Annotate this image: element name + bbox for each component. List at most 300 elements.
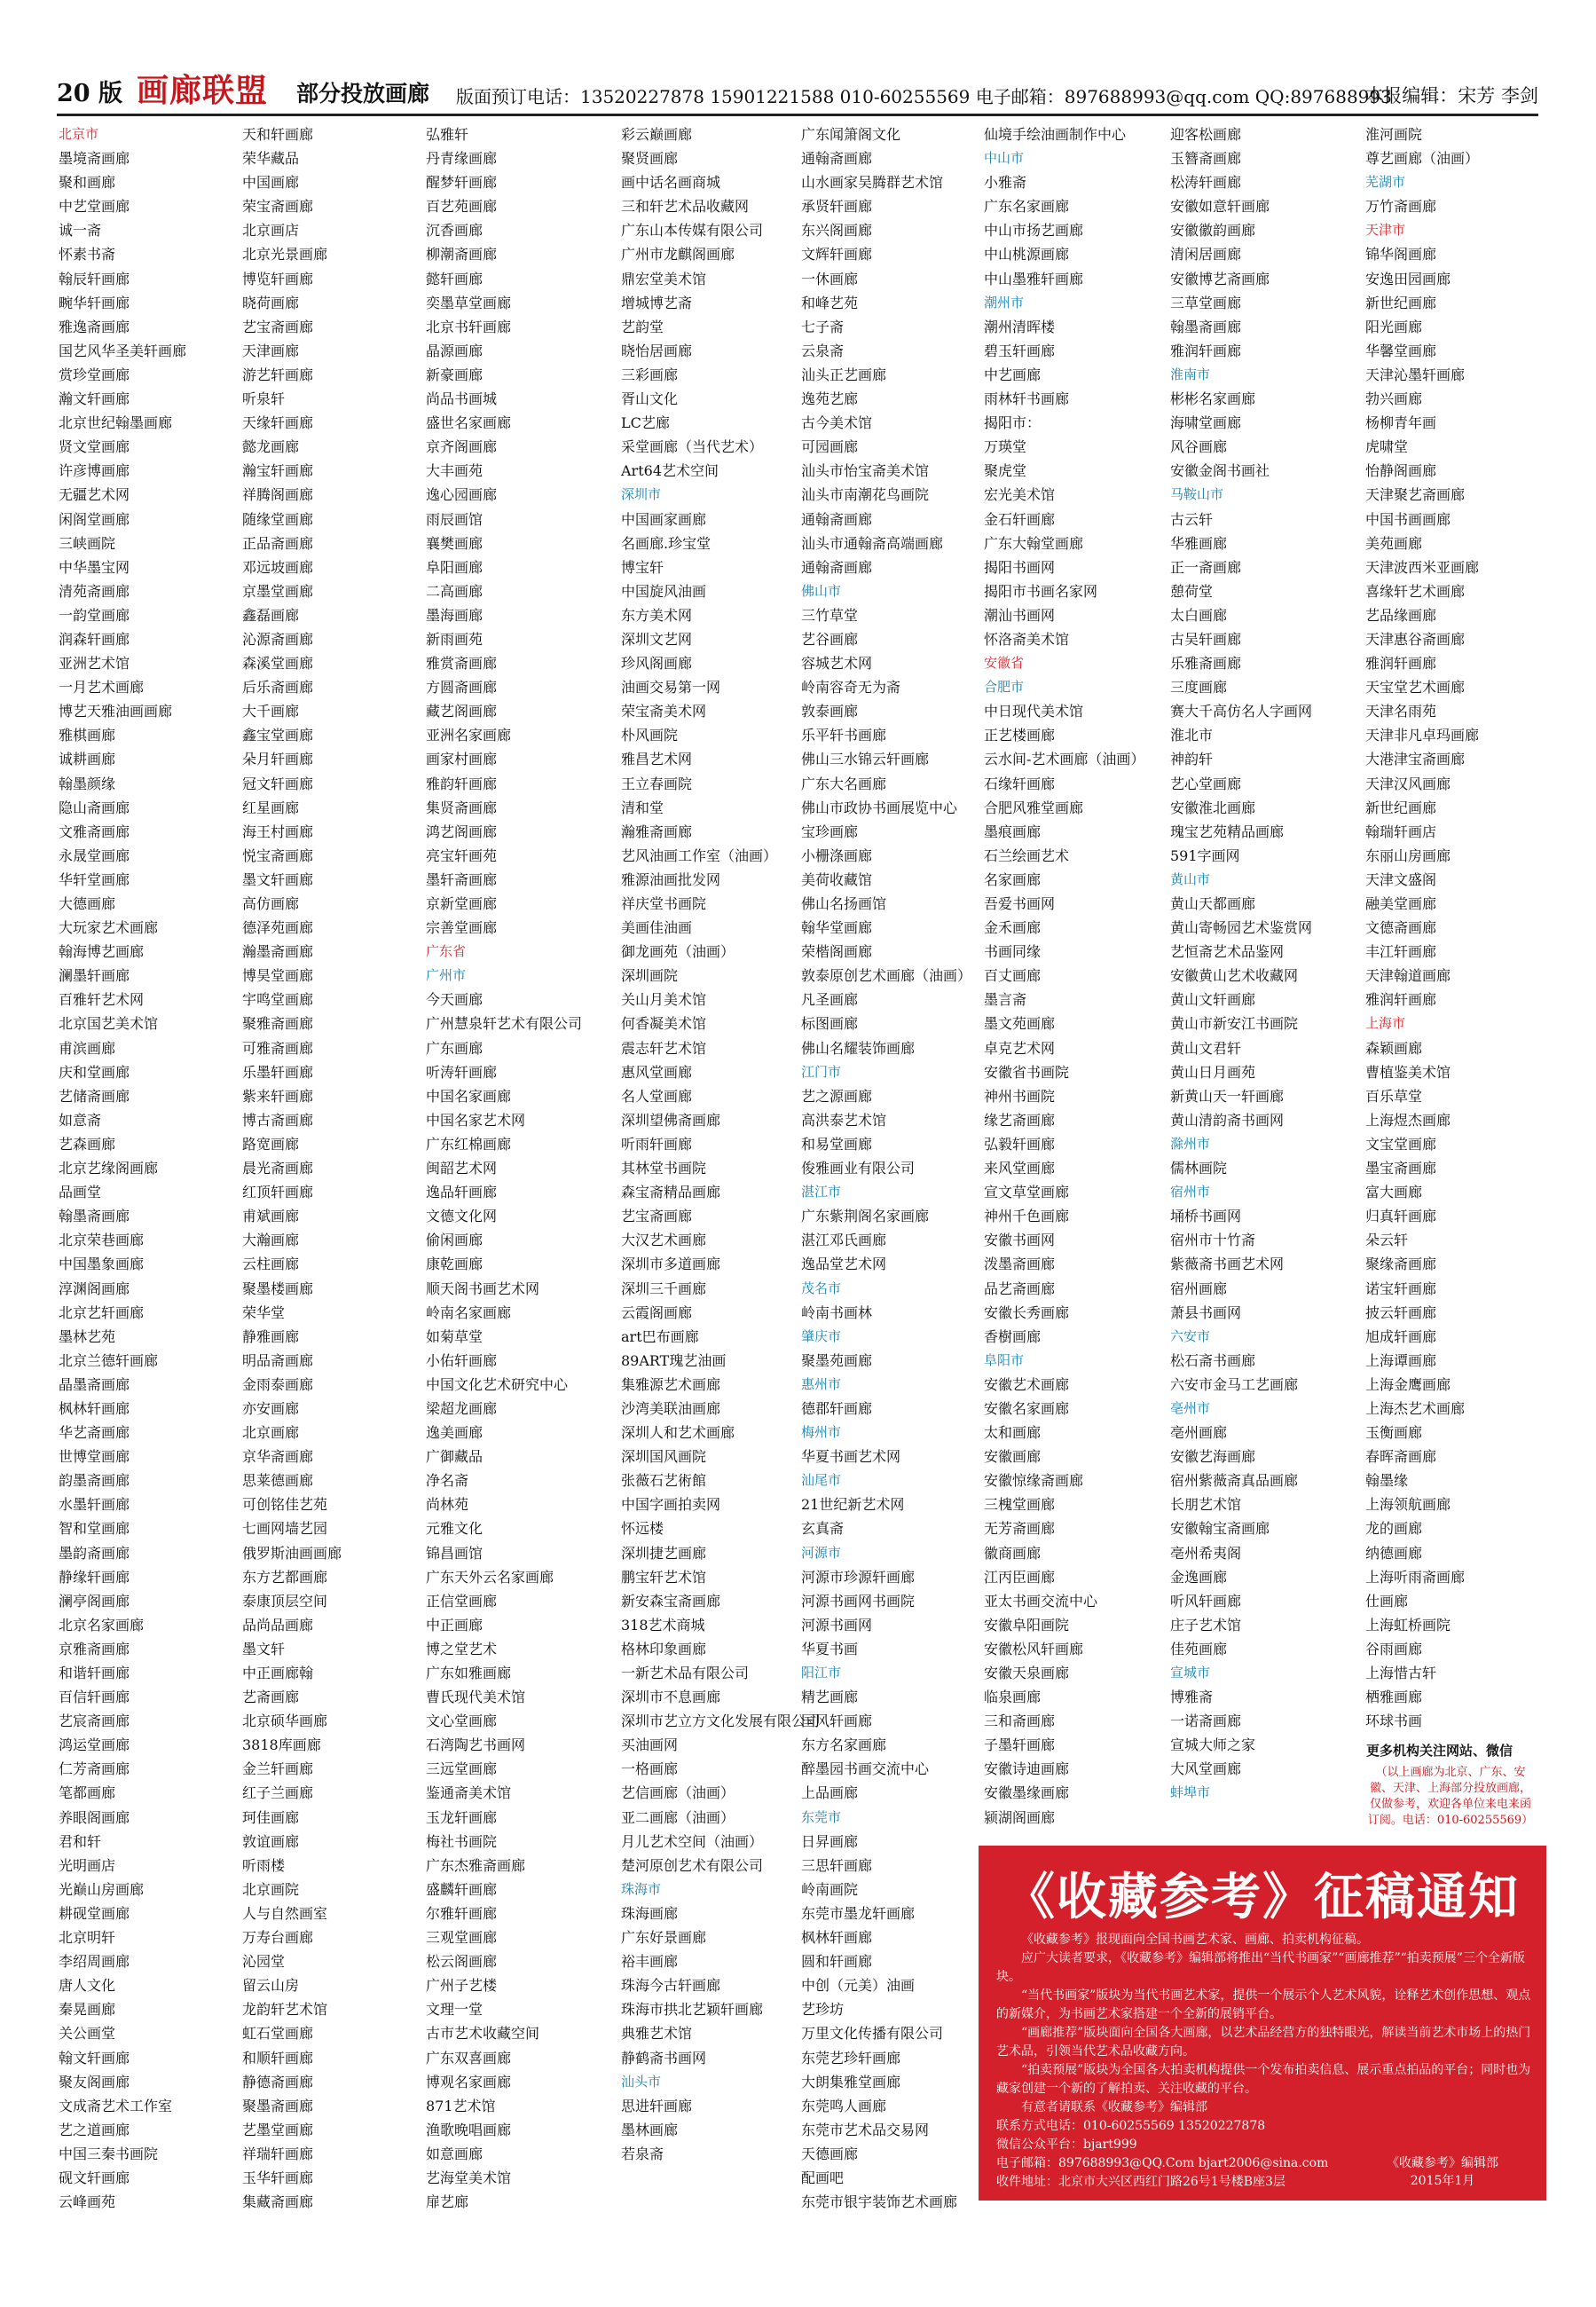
gallery-list-item: 新安森宝斋画廊 (621, 1592, 721, 1610)
gallery-list-item: 金雨泰画廊 (242, 1375, 314, 1393)
gallery-list-item: 华夏书画艺术网 (801, 1448, 901, 1466)
gallery-list-item: 醉墨园书画交流中心 (801, 1760, 930, 1778)
gallery-list-item: 翰瑞轩画店 (1365, 823, 1437, 840)
gallery-list-item: 世博堂画廊 (59, 1448, 130, 1466)
gallery-list-item: 黄山文轩画廊 (1170, 991, 1256, 1009)
gallery-list-item: 中艺画廊 (984, 366, 1042, 383)
gallery-list-item: 听涛轩画廊 (426, 1063, 498, 1081)
gallery-list-item: 品画堂 (59, 1184, 102, 1201)
notice-paragraph: “画廊推荐”版块面向全国各大画廊，以艺术品经营方的独特眼光，解读当前艺术市场上的热门艺术品，引领当代艺术品收藏方向。 (996, 2026, 1531, 2059)
gallery-list-item: 海啸堂画廊 (1170, 414, 1242, 432)
gallery-list-item: 广东天外云名家画廊 (426, 1568, 554, 1586)
gallery-list-item: 集藏斋画廊 (242, 2193, 314, 2211)
gallery-list-item: 玉龙轩画廊 (426, 1808, 498, 1826)
gallery-list-item: 雅润轩画廊 (1365, 655, 1437, 673)
gallery-list-item: 深圳画院 (621, 967, 679, 985)
gallery-list-item: 六安市金马工艺画廊 (1170, 1375, 1299, 1393)
gallery-list-item: 顺天阁书画艺术网 (426, 1279, 540, 1297)
gallery-list-item: 三槐堂画廊 (984, 1496, 1056, 1514)
gallery-list-item: 聚虎堂 (984, 462, 1027, 480)
gallery-list-item: 一月艺术画廊 (59, 679, 145, 697)
city-heading: 宣城市 (1170, 1665, 1211, 1681)
gallery-list-item: 卓克艺术网 (984, 1039, 1056, 1057)
gallery-list-item: 虹石堂画廊 (242, 2025, 314, 2043)
gallery-list-item: 安徽名家画廊 (984, 1399, 1070, 1417)
gallery-list-item: 小栅涤画廊 (801, 846, 873, 864)
gallery-list-item: 明品斋画廊 (242, 1351, 314, 1369)
gallery-list-item: 瑰宝艺苑精品画廊 (1170, 823, 1285, 840)
gallery-list-item: 珍风阁画廊 (621, 655, 693, 673)
notice-paragraph: “拍卖预展”版块为全国各大拍卖机构提供一个发布拍卖信息、展示重点拍品的平台；同时也为藏家创建一个新的了解拍卖、关注收藏的平台。 (996, 2063, 1531, 2096)
gallery-list-item: 安徽天泉画廊 (984, 1665, 1070, 1681)
city-heading: 汕头市 (621, 2073, 662, 2090)
gallery-list-item: 天津惠谷斋画廊 (1365, 630, 1466, 648)
gallery-list-item: 长朋艺术馆 (1170, 1496, 1242, 1514)
gallery-list-item: 怡静阁画廊 (1365, 462, 1437, 480)
gallery-list-item: 凡圣画廊 (801, 991, 859, 1009)
gallery-list-item: 文成斋艺术工作室 (59, 2097, 173, 2114)
gallery-list-item: 中华墨宝网 (59, 558, 130, 576)
gallery-list-item: 深圳市不息画廊 (621, 1689, 721, 1706)
gallery-list-item: 聚贤画廊 (621, 150, 679, 168)
gallery-list-item: 敦谊画廊 (242, 1832, 300, 1850)
gallery-list-item: 墨言斋 (984, 991, 1027, 1009)
gallery-list-item: 高洪泰艺术馆 (801, 1111, 887, 1129)
gallery-list-item: 古市艺术收藏空间 (426, 2025, 540, 2043)
gallery-list-item: 宗善堂画廊 (426, 919, 498, 937)
gallery-list-item: 萧县书画网 (1170, 1303, 1242, 1321)
gallery-list-item: 东莞市银宇装饰艺术画廊 (801, 2193, 958, 2211)
gallery-list-item: 安徽省书画院 (984, 1063, 1070, 1081)
gallery-list-item: 懿龙画廊 (242, 438, 300, 456)
gallery-list-item: 正一斋画廊 (1170, 558, 1242, 576)
gallery-list-item: 其林堂书画院 (621, 1160, 707, 1177)
region-heading: 天津市 (1365, 222, 1406, 239)
gallery-list-item: 佛山名扬画馆 (801, 895, 887, 912)
gallery-list-item: 黄山日月画苑 (1170, 1063, 1256, 1081)
city-heading: 六安市 (1170, 1327, 1211, 1344)
gallery-list-item: 品尚品画廊 (242, 1616, 314, 1634)
gallery-list-item: 文雅斋画廊 (59, 823, 130, 840)
gallery-column-3 (426, 122, 617, 2214)
gallery-list-item: 墨宝斋画廊 (1365, 1160, 1437, 1177)
gallery-list-item: 艺斋画廊 (242, 1689, 300, 1706)
gallery-list-item: 俊雅画业有限公司 (801, 1160, 916, 1177)
gallery-list-item: 3818库画廊 (242, 1736, 321, 1754)
gallery-list-item: 庄子艺术馆 (1170, 1616, 1242, 1634)
gallery-list-item: 京墨堂画廊 (242, 582, 314, 600)
gallery-list-item: 醒梦轩画廊 (426, 174, 498, 192)
gallery-list-item: 天和轩画廊 (242, 126, 314, 143)
gallery-list-item: 宝珍画廊 (801, 823, 859, 840)
city-heading: 马鞍山市 (1170, 486, 1224, 503)
city-heading: 惠州市 (801, 1375, 842, 1392)
gallery-list-item: 仁芳斋画廊 (59, 1760, 130, 1778)
gallery-list-item: 博之堂艺术 (426, 1640, 498, 1657)
gallery-list-item: 珠海今古轩画廊 (621, 1977, 721, 1995)
gallery-list-item: 东莞艺珍轩画廊 (801, 2049, 901, 2067)
gallery-list-item: 雅源油画批发网 (621, 870, 721, 888)
gallery-list-item: 古今美术馆 (801, 414, 873, 432)
city-heading: 佛山市 (801, 582, 842, 599)
gallery-list-item: 石缘轩画廊 (984, 775, 1056, 792)
gallery-list-item: 东莞市墨龙轩画廊 (801, 1904, 916, 1922)
gallery-list-item: 来风堂画廊 (984, 1160, 1056, 1177)
gallery-list-item: 聚友阁画廊 (59, 2073, 130, 2090)
gallery-list-item: 大朗集雅堂画廊 (801, 2073, 901, 2090)
gallery-list-item: 德泽苑画廊 (242, 919, 314, 937)
notice-paragraph: 电子邮箱：897688993@QQ.Com bjart2006@sina.com (996, 2156, 1329, 2170)
gallery-list-item: 聚和画廊 (59, 174, 116, 192)
gallery-list-item: 鉴通斋美术馆 (426, 1784, 512, 1802)
city-heading: 湛江市 (801, 1184, 842, 1201)
notice-date: 2015年1月 (1410, 2174, 1475, 2188)
gallery-list-item: 潮州清晖楼 (984, 318, 1056, 335)
gallery-list-item: 文德文化网 (426, 1208, 498, 1225)
gallery-list-item: 金逸画廊 (1170, 1568, 1228, 1586)
gallery-list-item: 艺宝斋画廊 (242, 318, 314, 335)
gallery-list-item: 李绍周画廊 (59, 1953, 130, 1971)
gallery-list-item: 虎啸堂 (1365, 438, 1409, 456)
gallery-list-item: 惠风堂画廊 (621, 1063, 693, 1081)
gallery-list-item: 邓远坡画廊 (242, 558, 314, 576)
gallery-list-item: 丹青缘画廊 (426, 150, 498, 168)
section-brand-title: 画廊联盟 (137, 72, 269, 109)
gallery-list-item: 京雅斋画廊 (59, 1640, 130, 1657)
gallery-list-item: 瀚文轩画廊 (59, 390, 130, 408)
gallery-list-item: 上海惜古轩 (1365, 1665, 1437, 1681)
gallery-list-item: 艺风油画工作室（油画） (621, 846, 778, 864)
gallery-list-item: 静鹤斋书画网 (621, 2049, 707, 2067)
gallery-list-item: 逸美画廊 (426, 1424, 484, 1442)
gallery-list-item: 亳州画廊 (1170, 1424, 1228, 1442)
gallery-list-item: 591字画网 (1170, 846, 1240, 864)
gallery-list-item: 云柱画廊 (242, 1256, 300, 1273)
gallery-list-item: 瀚宝轩画廊 (242, 462, 314, 480)
gallery-list-item: 鼎宏堂美术馆 (621, 270, 707, 287)
gallery-list-item: 北京兰德轩画廊 (59, 1351, 159, 1369)
gallery-list-item: 懿轩画廊 (426, 270, 484, 287)
gallery-list-item: 中国画廊 (242, 174, 300, 192)
notice-title: 《收藏参考》征稿通知 (1005, 1868, 1520, 1926)
gallery-list-item: 文辉轩画廊 (801, 246, 873, 264)
gallery-list-item: 北京荣巷画廊 (59, 1232, 145, 1249)
gallery-list-item: 彬彬名家画廊 (1170, 390, 1256, 408)
gallery-list-item: 天宝堂艺术画廊 (1365, 679, 1466, 697)
gallery-list-item: 旭成轩画廊 (1365, 1327, 1437, 1345)
gallery-list-item: 永晟堂画廊 (59, 846, 130, 864)
gallery-list-item: 人与自然画室 (242, 1904, 328, 1922)
gallery-list-item: 富大画廊 (1365, 1184, 1423, 1201)
gallery-list-item: 三度画廊 (1170, 679, 1228, 697)
gallery-list-item: 雅润轩画廊 (1365, 991, 1437, 1009)
gallery-list-item: 柳潮斋画廊 (426, 246, 498, 264)
gallery-list-item: 天津名雨苑 (1365, 703, 1437, 720)
city-heading: 潮州市 (984, 294, 1025, 311)
gallery-list-item: 安徽长秀画廊 (984, 1303, 1070, 1321)
gallery-list-item: 黄山天都画廊 (1170, 895, 1256, 912)
city-heading: 阳江市 (801, 1665, 842, 1681)
gallery-list-item: 后乐斋画廊 (242, 679, 314, 697)
gallery-list-item: 江丙臣画廊 (984, 1568, 1056, 1586)
gallery-list-item: 沁园堂 (242, 1953, 286, 1971)
gallery-list-item: 儒林画院 (1170, 1160, 1228, 1177)
gallery-list-item: 听雨楼 (242, 1856, 286, 1874)
gallery-list-item: 宣城大师之家 (1170, 1736, 1256, 1754)
gallery-list-item: 游艺轩画廊 (242, 366, 314, 383)
gallery-list-item: 博观名家画廊 (426, 2073, 512, 2090)
gallery-list-item: 玄真斋 (801, 1520, 845, 1538)
gallery-list-item: 北京硕华画廊 (242, 1713, 328, 1730)
gallery-list-item: 森宝斋精品画廊 (621, 1184, 721, 1201)
gallery-list-item: 龙韵轩艺术馆 (242, 2001, 328, 2019)
city-heading: 宿州市 (1170, 1184, 1211, 1201)
gallery-list-item: 临泉画廊 (984, 1689, 1042, 1706)
gallery-list-item: 天津沁墨轩画廊 (1365, 366, 1466, 383)
gallery-list-item: 揭阳市书画名家网 (984, 582, 1098, 600)
gallery-list-item: 怀洛斋美术馆 (984, 630, 1070, 648)
gallery-list-item: 君和轩 (59, 1832, 102, 1850)
gallery-list-item: 听风轩画廊 (1170, 1592, 1242, 1610)
gallery-list-item: 甫斌画廊 (242, 1208, 300, 1225)
gallery-list-item: 三峡画院 (59, 534, 116, 552)
gallery-list-item: 朵月轩画廊 (242, 751, 314, 768)
gallery-list-item: 清闲居画廊 (1170, 246, 1242, 264)
gallery-list-item: 集雅源艺术画廊 (621, 1375, 721, 1393)
gallery-list-item: 大千画廊 (242, 703, 300, 720)
gallery-list-item: 净名斋 (426, 1472, 469, 1490)
city-heading: 珠海市 (621, 1880, 662, 1897)
side-note-body: （以上画廊为北京、广东、安徽、天津、上海部分投放画廊，仅做参考，欢迎各单位来电来函订阅。电话：010-60255569） (1367, 1766, 1534, 1827)
gallery-list-item: 亚二画廊（油画） (621, 1808, 735, 1826)
gallery-list-item: 艺信画廊（油画） (621, 1784, 735, 1802)
city-heading: 蚌埠市 (1170, 1784, 1211, 1801)
gallery-list-item: 百雅轩艺术网 (59, 991, 145, 1009)
gallery-list-item: 淳渊阁画廊 (59, 1279, 130, 1297)
gallery-list-item: 耕砚堂画廊 (59, 1904, 130, 1922)
gallery-list-item: 翰辰轩画廊 (59, 270, 130, 287)
gallery-list-item: 广御藏品 (426, 1448, 484, 1466)
gallery-list-item: 宣文草堂画廊 (984, 1184, 1070, 1201)
gallery-list-item: 增城博艺斋 (621, 294, 693, 311)
gallery-list-item: 鸿艺阁画廊 (426, 823, 498, 840)
gallery-list-item: 披云轩画廊 (1365, 1303, 1437, 1321)
gallery-list-item: 养眼阁画廊 (59, 1808, 130, 1826)
gallery-list-item: 华夏书画 (801, 1640, 859, 1657)
gallery-list-item: 新世纪画廊 (1365, 294, 1437, 311)
gallery-list-item: 北京名家画廊 (59, 1616, 145, 1634)
notice-paragraph: 联系方式电话：010-60255569 13520227878 (996, 2119, 1266, 2133)
gallery-list-item: 新世纪画廊 (1365, 799, 1437, 816)
gallery-list-item: 荣华藏品 (242, 150, 300, 168)
gallery-list-item: 诚耕画廊 (59, 751, 116, 768)
gallery-list-item: 祥庆堂书画院 (621, 895, 707, 912)
gallery-list-item: 王立春画院 (621, 775, 693, 792)
gallery-list-item: 翰华堂画廊 (801, 919, 873, 937)
city-heading: 东莞市 (801, 1808, 842, 1825)
city-heading: 亳州市 (1170, 1399, 1211, 1416)
gallery-list-item: 博雅斋 (1170, 1689, 1214, 1706)
gallery-list-item: 尔雅轩画廊 (426, 1904, 498, 1922)
gallery-list-item: 藏艺阁画廊 (426, 703, 498, 720)
gallery-list-item: 墨韵斋画廊 (59, 1544, 130, 1562)
gallery-list-item: 荣楷阁画廊 (801, 943, 873, 961)
gallery-list-item: 广东山本传媒有限公司 (621, 222, 764, 240)
gallery-list-item: 中国文化艺术研究中心 (426, 1375, 569, 1393)
gallery-list-item: 北京光景画廊 (242, 246, 328, 264)
gallery-list-item: 安徽墨缘画廊 (984, 1784, 1070, 1802)
gallery-list-item: 宿州紫薇斋真品画廊 (1170, 1472, 1299, 1490)
notice-paragraph: “当代书画家”版块为当代书画艺术家，提供一个展示个人艺术风貌，诠释艺术创作思想、观点的新媒介，为书画艺术家搭建一个全新的展销平台。 (996, 1988, 1531, 2021)
gallery-list-item: 红子兰画廊 (242, 1784, 314, 1802)
gallery-list-item: 乐墨轩画廊 (242, 1063, 314, 1081)
gallery-list-item: 三彩画廊 (621, 366, 679, 383)
gallery-list-item: 朵云轩 (1365, 1232, 1409, 1249)
gallery-list-item: 北京明轩 (59, 1929, 116, 1947)
gallery-list-item: 古吴轩画廊 (1170, 630, 1242, 648)
gallery-list-item: 艺品缘画廊 (1365, 606, 1437, 624)
gallery-list-item: 品艺斋画廊 (984, 1279, 1056, 1297)
gallery-list-item: 天津波西米亚画廊 (1365, 558, 1480, 576)
gallery-list-item: 东兴阁画廊 (801, 222, 873, 240)
gallery-list-item: 万竹斋画廊 (1365, 198, 1437, 216)
gallery-list-item: 沁源斋画廊 (242, 630, 314, 648)
gallery-list-item: 标图画廊 (801, 1015, 859, 1033)
gallery-list-item: 楚河原创艺术有限公司 (621, 1856, 764, 1874)
gallery-list-item: 深圳三千画廊 (621, 1279, 707, 1297)
side-note-title: 更多机构关注网站、微信 (1366, 1743, 1513, 1759)
gallery-list-item: 小佑轩画廊 (426, 1351, 498, 1369)
gallery-list-item: 雅逸斋画廊 (59, 318, 130, 335)
gallery-list-item: 御龙画苑（油画） (621, 943, 735, 961)
gallery-list-item: 唐人文化 (59, 1977, 116, 1995)
gallery-list-item: 静雅画廊 (242, 1327, 300, 1345)
notice-paragraph: 收件地址：北京市大兴区西红门路26号1号楼B座3层 (996, 2175, 1285, 2189)
gallery-list-item: 紫来轩画廊 (242, 1087, 314, 1105)
region-heading: 上海市 (1365, 1015, 1406, 1032)
gallery-list-item: 冠文轩画廊 (242, 775, 314, 792)
city-heading: 淮南市 (1170, 366, 1211, 382)
gallery-list-item: 上海杰艺术画廊 (1365, 1399, 1466, 1417)
gallery-list-item: 天津翰道画廊 (1365, 967, 1451, 985)
gallery-list-item: 闽韶艺术网 (426, 1160, 498, 1177)
gallery-list-item: 871艺术馆 (426, 2097, 496, 2114)
gallery-list-item: 乐雅斋画廊 (1170, 655, 1242, 673)
gallery-list-item: 艺海堂美术馆 (426, 2169, 512, 2186)
gallery-list-item: 岭南画院 (801, 1880, 859, 1898)
gallery-list-item: 赛大千高仿名人字画网 (1170, 703, 1313, 720)
gallery-list-item: 翰墨斋画廊 (59, 1208, 130, 1225)
gallery-list-item: 尚林苑 (426, 1496, 469, 1514)
gallery-list-item: 红顶轩画廊 (242, 1184, 314, 1201)
gallery-list-item: 鑫磊画廊 (242, 606, 300, 624)
gallery-list-item: 如意画廊 (426, 2145, 484, 2162)
gallery-list-item: 静德斋画廊 (242, 2073, 314, 2090)
gallery-list-item: 胥山文化 (621, 390, 679, 408)
gallery-list-item: 沙湾美联油画廊 (621, 1399, 721, 1417)
gallery-list-item: 襄樊画廊 (426, 534, 484, 552)
gallery-list-item: 归真轩画廊 (1365, 1208, 1437, 1225)
gallery-list-item: 环球书画 (1365, 1713, 1423, 1730)
gallery-list-item: 广州市龙麒阁画廊 (621, 246, 735, 264)
gallery-list-item: 聚缘斋画廊 (1365, 1256, 1437, 1273)
gallery-list-item: 鹏宝轩艺术馆 (621, 1568, 707, 1586)
gallery-list-item: 安徽博艺斋画廊 (1170, 270, 1270, 287)
gallery-list-item: 清苑斋画廊 (59, 582, 130, 600)
gallery-list-item: 亮宝轩画苑 (426, 846, 498, 864)
gallery-list-item: 岭南容奇无为斋 (801, 679, 901, 697)
gallery-list-item: 听泉轩 (242, 390, 286, 408)
gallery-list-item: 黄山清韵斋书画网 (1170, 1111, 1285, 1129)
gallery-column-5 (801, 122, 983, 2214)
gallery-list-item: 一韵堂画廊 (59, 606, 130, 624)
gallery-list-item: 静缘轩画廊 (59, 1568, 130, 1586)
gallery-list-item: 太白画廊 (1170, 606, 1228, 624)
gallery-list-item: 揭阳市： (984, 414, 1042, 432)
gallery-list-item: 通翰斋画廊 (801, 150, 873, 168)
gallery-list-item: 上海金鹰画廊 (1365, 1375, 1451, 1393)
gallery-list-item: 如菊草堂 (426, 1327, 484, 1345)
gallery-column-6 (984, 122, 1166, 1830)
gallery-list-item: 彩云巅画廊 (621, 126, 693, 143)
gallery-list-item: 正艺楼画廊 (984, 727, 1056, 744)
gallery-list-item: 石湾陶艺书画网 (426, 1736, 526, 1754)
gallery-list-item: 森颖画廊 (1365, 1039, 1423, 1057)
gallery-list-item: 油画交易第一网 (621, 679, 721, 697)
gallery-list-item: 精艺画廊 (801, 1689, 859, 1706)
editor-credit: 本报编辑：宋芳 李剑 (1364, 85, 1538, 106)
gallery-list-item: 盛麟轩画廊 (426, 1880, 498, 1898)
gallery-list-item: 百丈画廊 (984, 967, 1042, 985)
gallery-list-item: 翰墨斋画廊 (1170, 318, 1242, 335)
gallery-list-item: 关公画堂 (59, 2025, 116, 2043)
gallery-list-item: 路宽画廊 (242, 1135, 300, 1153)
gallery-list-item: 澜亭阁画廊 (59, 1592, 130, 1610)
city-heading: 芜湖市 (1365, 174, 1406, 191)
gallery-list-item: 名画廊.珍宝堂 (621, 534, 712, 552)
city-heading: 河源市 (801, 1544, 842, 1561)
gallery-list-item: 安徽黄山艺术收藏网 (1170, 967, 1299, 985)
gallery-list-item: 光明画店 (59, 1856, 116, 1874)
gallery-list-item: 安徽翰宝斋画廊 (1170, 1520, 1270, 1538)
gallery-list-item: 美画佳油画 (621, 919, 693, 937)
gallery-list-item: 通翰斋画廊 (801, 510, 873, 528)
gallery-list-item: 子墨轩画廊 (984, 1736, 1056, 1754)
gallery-list-item: 佳苑画廊 (1170, 1640, 1228, 1657)
gallery-list-item: 京齐阁画廊 (426, 438, 498, 456)
gallery-list-item: 艺谷画廊 (801, 630, 859, 648)
gallery-list-item: 佛山三水锦云轩画廊 (801, 751, 930, 768)
gallery-list-item: 艺恒斋艺术品鉴网 (1170, 943, 1285, 961)
city-heading: 合肥市 (984, 679, 1025, 696)
gallery-list-item: 深圳市艺立方文化发展有限公司 (621, 1713, 821, 1730)
gallery-list-item: 可园画廊 (801, 438, 859, 456)
gallery-list-item: 碧玉轩画廊 (984, 342, 1056, 359)
gallery-list-item: 留云山房 (242, 1977, 300, 1995)
gallery-list-item: 思进轩画廊 (621, 2097, 693, 2114)
city-heading: 茂名市 (801, 1279, 842, 1296)
gallery-list-item: 三思轩画廊 (801, 1856, 873, 1874)
gallery-list-item: 天津聚艺斋画廊 (1365, 486, 1466, 504)
gallery-list-item: 思莱德画廊 (242, 1472, 314, 1490)
gallery-list-item: 亦安画廊 (242, 1399, 300, 1417)
gallery-list-item: 中山市扬艺画廊 (984, 222, 1084, 240)
city-heading: 中山市 (984, 150, 1025, 167)
gallery-list-item: 沉香画廊 (426, 222, 484, 240)
gallery-list-item: 新豪画廊 (426, 366, 484, 383)
gallery-list-item: 国风轩画廊 (801, 1713, 873, 1730)
gallery-list-item: 北京画廊 (242, 1424, 300, 1442)
